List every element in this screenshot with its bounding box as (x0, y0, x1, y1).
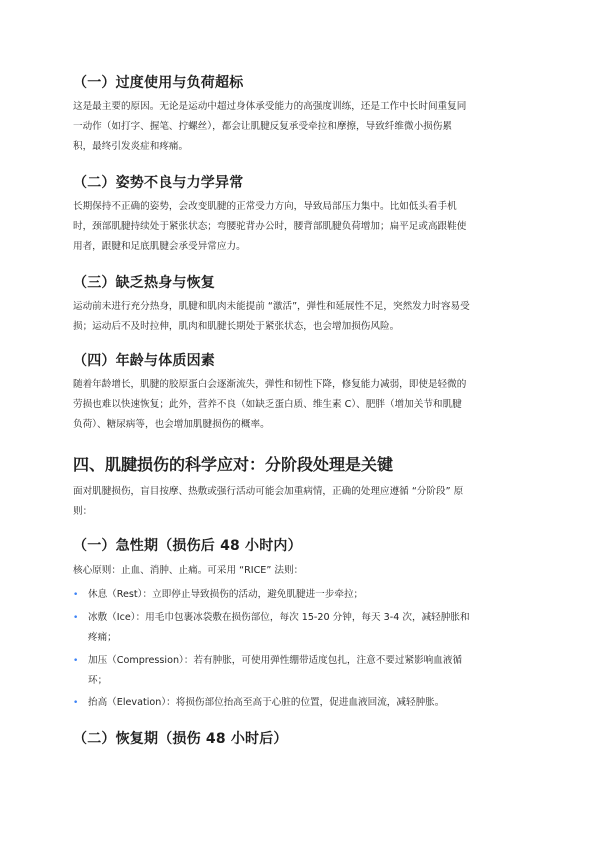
text-line: 环； (88, 675, 108, 686)
text-line: 损；运动后不及时拉伸，肌肉和肌腱长期处于紧张状态，也会增加损伤风险。 (73, 321, 400, 332)
text-line: 核心原则：止血、消肿、止痛。可采用 “RICE” 法则： (73, 565, 304, 576)
text-line: 劳损也难以快速恢复；此外，营养不良（如缺乏蛋白质、维生素 C）、肥胖（增加关节和肌腱 (73, 399, 462, 410)
text-line: 一动作（如打字、握笔、拧螺丝），都会让肌腱反复承受牵拉和摩擦，导致纤维微小损伤累 (73, 121, 452, 132)
list-item-rest (73, 585, 525, 605)
text-line: 负荷）、糖尿病等，也会增加肌腱损伤的概率。 (73, 419, 270, 430)
bullet-icon: • (73, 613, 79, 623)
text-line: 时，颈部肌腱持续处于紧张状态；弯腰驼背办公时，腰背部肌腱负荷增加；扁平足或高跟鞋使 (73, 221, 467, 232)
section-heading-recovery: （二）恢复期（损伤 48 小时后） (73, 731, 288, 747)
section-heading-warmup: （三）缺乏热身与恢复 (73, 275, 215, 291)
text-line: 面对肌腱损伤，盲目按摩、热敷或强行活动可能会加重病情，正确的处理应遵循 “分阶段” 原 (73, 486, 464, 497)
text-line: 则： (73, 506, 93, 517)
paragraph-acute-principle (73, 561, 525, 581)
section-heading-age: （四）年龄与体质因素 (73, 353, 215, 369)
paragraph-posture (73, 197, 525, 257)
section-heading-posture: （二）姿势不良与力学异常 (73, 175, 244, 191)
text-line: 休息（Rest）：立即停止导致损伤的活动，避免肌腱进一步牵拉； (88, 589, 364, 600)
section-heading-overuse: （一）过度使用与负荷超标 (73, 75, 244, 91)
text-line: 抬高（Elevation）：将损伤部位抬高至高于心脏的位置，促进血液回流，减轻肿胀。 (88, 697, 445, 708)
bullet-icon: • (73, 656, 79, 666)
list-item-compression (73, 651, 525, 691)
section-heading-acute: （一）急性期（损伤后 48 小时内） (73, 538, 302, 554)
paragraph-age (73, 375, 525, 435)
paragraph-warmup (73, 297, 525, 337)
list-item-elevation (73, 693, 525, 713)
text-line: 用者，跟腱和足底肌腱会承受异常应力。 (73, 241, 246, 252)
text-line: 长期保持不正确的姿势，会改变肌腱的正常受力方向，导致局部压力集中。比如低头看手机 (73, 201, 457, 212)
text-line: 疼痛； (88, 632, 117, 643)
text-line: 冰敷（Ice）：用毛巾包裹冰袋敷在损伤部位，每次 15-20 分钟，每天 3-4 次，减轻肿胀和 (88, 612, 470, 623)
text-line: 随着年龄增长，肌腱的胶原蛋白会逐渐流失，弹性和韧性下降，修复能力减弱，即使是轻微的 (73, 379, 467, 390)
text-line: 运动前未进行充分热身，肌腱和肌肉未能提前 “激活”，弹性和延展性不足，突然发力时容易受 (73, 301, 470, 312)
main-heading: 四、肌腱损伤的科学应对：分阶段处理是关键 (73, 455, 394, 474)
paragraph-intro (73, 482, 525, 522)
bullet-icon: • (73, 698, 79, 708)
list-item-ice (73, 608, 525, 648)
paragraph-overuse (73, 97, 525, 157)
text-line: 积，最终引发炎症和疼痛。 (73, 141, 189, 152)
text-line: 加压（Compression）：若有肿胀，可使用弹性绷带适度包扎，注意不要过紧影响血液循 (88, 655, 463, 666)
bullet-icon: • (73, 590, 79, 600)
text-line: 这是最主要的原因。无论是运动中超过身体承受能力的高强度训练，还是工作中长时间重复同 (73, 101, 467, 112)
